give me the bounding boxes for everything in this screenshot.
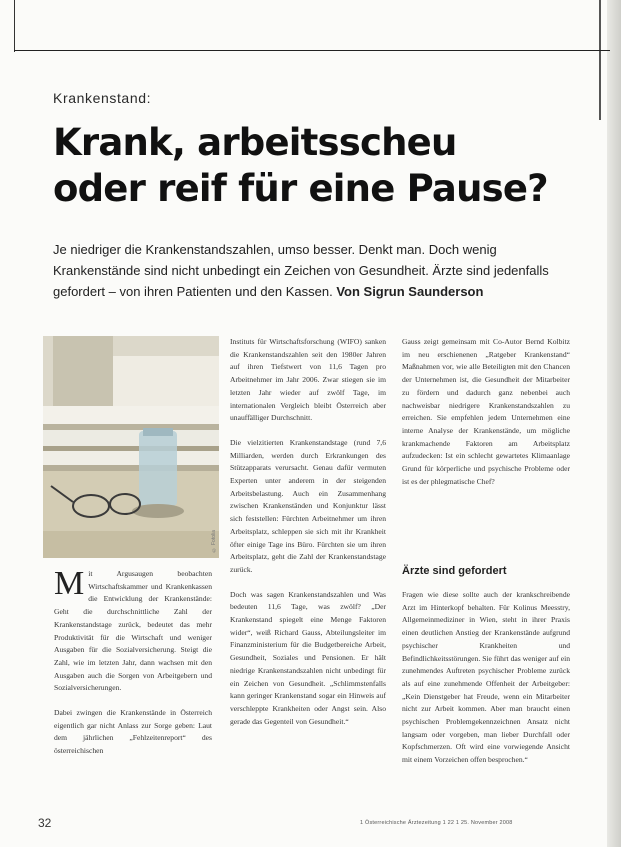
byline: Von Sigrun Saunderson (336, 284, 484, 299)
scan-edge-left (14, 0, 15, 52)
scan-edge-right (599, 0, 601, 120)
scan-bar-right (607, 0, 621, 847)
footer-source: 1 Österreichische Ärztezeitung 1 22 1 25. November 2008 (360, 820, 513, 826)
section-rubric: Krankenstand: (53, 90, 152, 106)
top-rule (14, 50, 610, 51)
paragraph: Gauss zeigt gemeinsam mit Co-Autor Bernd Kolbitz im neu erschienenen „Ratgeber Krankenstand“ Maßnahmen vor, wie alle Beteiligten mit den Chancen der Unternehmen ist, die Gesundheit der Mitarbeiter zu fördern und dadurch ganz nebenbei auch nachweisbar niedrigere Krankenstandszahlen zu erreichen. Sie empfehlen jedem Unternehmen eine interne Analyse der Krankenstände, um mögliche krankmachende Faktoren am Arbeitsplatz aufzudecken: Ist ein schlecht gewartetes Klimaanlage Grund für körperliche und psychische Probleme oder ist es der phlegmatische Chef? (402, 337, 570, 486)
column-3-continued (402, 589, 570, 767)
article-headline: Krank, arbeitsscheu oder reif für eine Pause? (53, 121, 548, 210)
photo-credit: © Fotolia (211, 529, 217, 552)
article-lead (53, 239, 578, 302)
subheading: Ärzte sind gefordert (402, 565, 507, 577)
paragraph: Die vielzitierten Krankenstandstage (rund 7,6 Milliarden, werden durch Erkrankungen des Stützapparats verursacht. Genau dafür vermuten Experten unter anderem in der steigenden Arbeitsbelastung. Auch ein Zusammenhang zwischen Krankenständen und Konjunktur lässt sich feststellen: Fürchten Arbeitnehmer um ihren Arbeitsplatz, schleppen sie sich mit ihr Krankheit öfter einige Tage ins Büro. Fürchten sie um ihren Arbeitsplatz, geht die Zahl der Krankenstandstage zurück. (230, 437, 386, 574)
column-2 (230, 336, 386, 728)
article-photo (43, 336, 219, 558)
paragraph: Doch was sagen Krankenstandszahlen und Was bedeuten 11,6 Tage, was zwölf? „Der Krankenstand spiegelt eine Menge Faktoren wider“, weiß Richard Gauss, Abteilungsleiter im Finanzministerium für die Budgetbereiche Arbeit, Gesundheit, Soziales und Pensionen. Er hält niedrige Krankenstandszahlen nicht unbedingt für ein Zeichen von Gesundheit. „Schlimmstenfalls kann geringer Krankenstand sogar ein Hinweis auf verschleppte Krankheiten oder Angst sein. Also gerade das Gegenteil von Gesundheit.“ (230, 589, 386, 726)
photo-illustration (43, 336, 219, 558)
paragraph (54, 565, 212, 695)
column-3 (402, 336, 570, 488)
paragraph: Dabei zwingen die Krankenstände in Österreich eigentlich gar nicht Anlass zur Sorge geben: Laut dem jährlichen „Fehlzeitenreport“ des österreichischen (54, 708, 212, 756)
page-number: 32 (38, 816, 52, 830)
paragraph: Instituts für Wirtschaftsforschung (WIFO) sanken die Krankenstandszahlen seit den 1980er Jahren auf ihren Tiefstwert von 11,6 Tagen pro Arbeitnehmer im Jahr 2006. Zwar stiegen sie im letzten Jahr wieder auf zwölf Tage, im internationalen Vergleich bleibt Österreich aber unauffälliger Durchschnitt. (230, 337, 386, 423)
paragraph: Fragen wie diese sollte auch der krankschreibende Arzt im Hinterkopf behalten. Für Kolinus Meesstry, Allgemeinmediziner in Wien, steht in ihrer Praxis einen deutlichen Anstieg der Krankenstände aufgrund psychischer Krankheiten und Befindlichkeitsstörungen. Sie führt das weniger auf ein zunehmendes Auftreten psychischer Probleme zurück als auf eine zunehmende Offenheit der Arbeitgeber: „Kein Dienstgeber hat Freude, wenn ein Mitarbeiter nicht zur Arbeit kommen. Aber man braucht einen psychischen Problemgekennzeichnen Ansatz nicht langsam oder vorgeben, man lieber Durchfall oder Kopfschmerzen. Oft wird eine vorwiegende Ansicht mit einem Vorzeichen offen besprochen.“ (402, 590, 570, 765)
dropcap: M (54, 565, 85, 602)
column-1 (54, 565, 212, 758)
lead-text: Je niedriger die Krankenstandszahlen, umso besser. Denkt man. Doch wenig Krankenstände sind nicht unbedingt ein Zeichen von Gesundheit. Ärzte sind jedenfalls gefordert – von ihren Patienten und den Kassen. (53, 242, 549, 299)
col1-text: it Argusaugen beobachten Wirtschaftskammer und Krankenkassen die Entwicklung der Krankenstände: Geht die durchschnittliche Zahl der Krankenstandstage zurück, bedeutet das mehr Produktivität für die Wirtschaft und weniger Ausgaben für die Sozialversicherung. Steigt die Zahl, wie im letzten Jahr, dann wachsen mit den Ausgaben auch die Sorgen von Arbeitgebern und Sozialversicherungen. (54, 569, 212, 693)
